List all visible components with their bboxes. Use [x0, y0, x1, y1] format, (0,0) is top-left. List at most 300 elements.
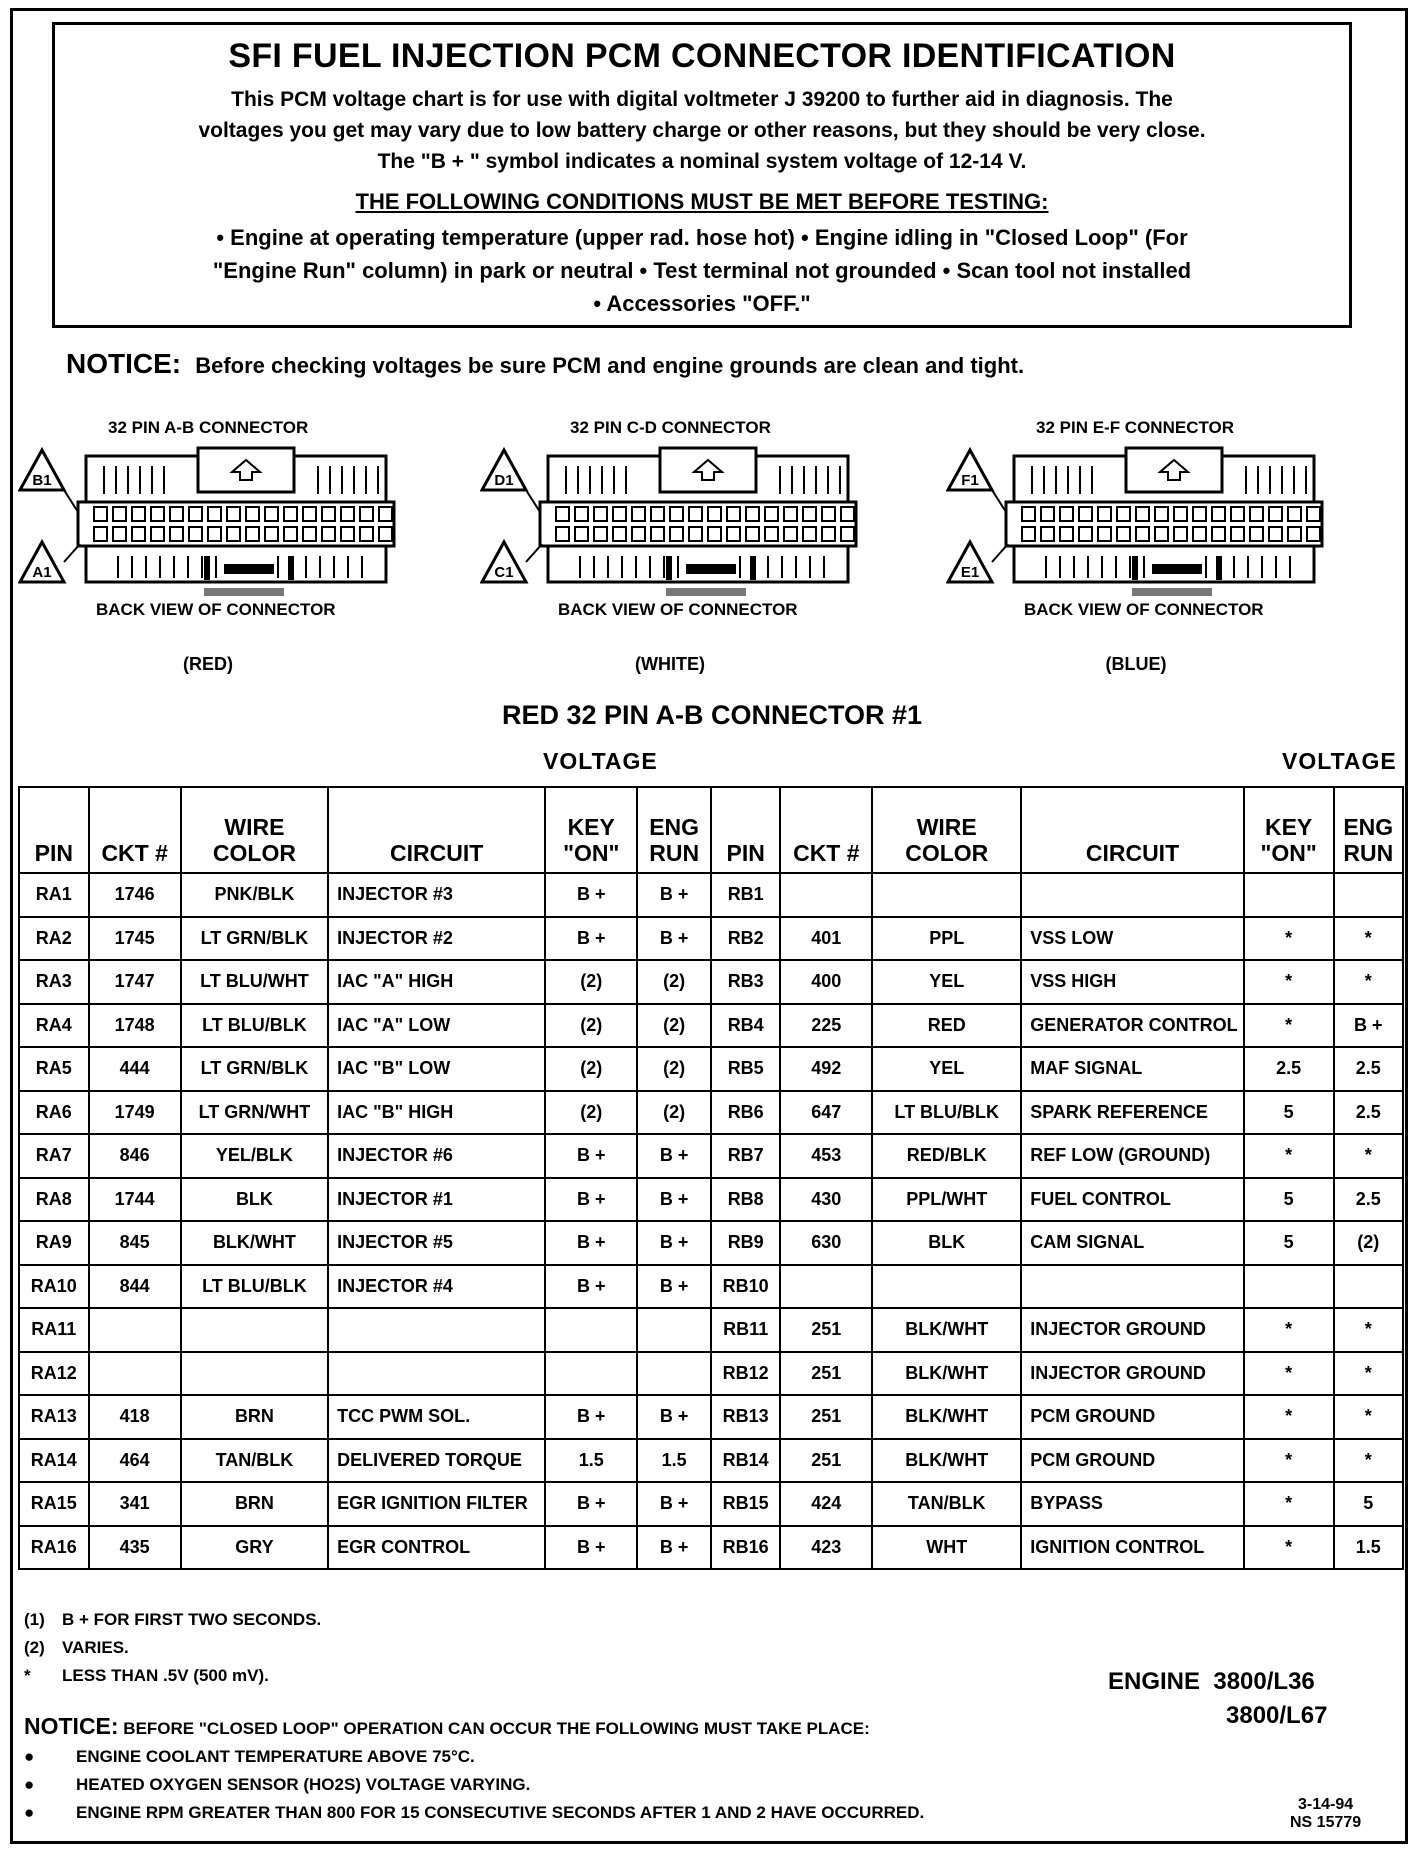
wire-color-cell: WHT	[872, 1526, 1021, 1570]
col-wire: WIRE COLOR	[872, 787, 1021, 873]
key-on-cell	[1244, 1265, 1334, 1309]
eng-run-cell: 5	[1334, 1482, 1403, 1526]
ckt-cell: 401	[780, 917, 872, 961]
ckt-cell: 1745	[89, 917, 181, 961]
circuit-cell: DELIVERED TORQUE	[328, 1439, 545, 1483]
connector-label: 32 PIN E-F CONNECTOR	[1036, 418, 1235, 437]
wire-color-cell: LT GRN/BLK	[181, 917, 328, 961]
wire-color-cell: RED/BLK	[872, 1134, 1021, 1178]
ckt-cell: 845	[89, 1221, 181, 1265]
table-row	[711, 1395, 1403, 1439]
ckt-cell: 647	[780, 1091, 872, 1135]
table-row	[19, 1352, 711, 1396]
table-row	[711, 1047, 1403, 1091]
pin-cell: RB7	[711, 1134, 780, 1178]
circuit-cell: IAC "B" HIGH	[328, 1091, 545, 1135]
table-row	[711, 1352, 1403, 1396]
circuit-cell: VSS LOW	[1021, 917, 1244, 961]
connector-drawing	[480, 432, 860, 602]
eng-run-cell: *	[1334, 1352, 1403, 1396]
key-on-cell: 5	[1244, 1221, 1334, 1265]
ckt-cell: 444	[89, 1047, 181, 1091]
circuit-cell: IAC "A" HIGH	[328, 960, 545, 1004]
wire-color-cell: RED	[872, 1004, 1021, 1048]
eng-run-cell: B +	[637, 1526, 711, 1570]
notice-top	[66, 348, 1024, 380]
key-on-cell: *	[1244, 960, 1334, 1004]
eng-run-cell: B +	[637, 1178, 711, 1222]
key-on-cell: 5	[1244, 1091, 1334, 1135]
pin-cell: RA3	[19, 960, 89, 1004]
connector-drawing	[946, 432, 1326, 602]
key-on-cell: (2)	[545, 960, 637, 1004]
eng-run-cell: (2)	[637, 960, 711, 1004]
ckt-cell: 400	[780, 960, 872, 1004]
pin-cell: RB15	[711, 1482, 780, 1526]
wire-color-cell: PNK/BLK	[181, 873, 328, 917]
circuit-cell: PCM GROUND	[1021, 1439, 1244, 1483]
key-on-cell: B +	[545, 1482, 637, 1526]
pin-cell: RA4	[19, 1004, 89, 1048]
table-row	[19, 1526, 711, 1570]
circuit-cell: INJECTOR #4	[328, 1265, 545, 1309]
eng-run-cell: B +	[637, 1482, 711, 1526]
footnote-text: VARIES.	[62, 1638, 129, 1657]
pin-cell: RA2	[19, 917, 89, 961]
wire-color-cell: BLK	[181, 1178, 328, 1222]
notice-item: ● ENGINE COOLANT TEMPERATURE ABOVE 75°C.	[24, 1747, 475, 1766]
ckt-cell: 1748	[89, 1004, 181, 1048]
table-row	[711, 1308, 1403, 1352]
notice-text: Before checking voltages be sure PCM and engine grounds are clean and tight.	[195, 353, 1025, 378]
ckt-cell	[780, 1265, 872, 1309]
key-on-cell: *	[1244, 1482, 1334, 1526]
footnote-text: LESS THAN .5V (500 mV).	[62, 1666, 269, 1685]
col-wire: WIRE COLOR	[181, 787, 328, 873]
key-on-cell: *	[1244, 1004, 1334, 1048]
eng-run-cell: 1.5	[1334, 1526, 1403, 1570]
wire-color-cell: YEL	[872, 1047, 1021, 1091]
ckt-cell: 844	[89, 1265, 181, 1309]
engine-code: 3800/L67	[1226, 1702, 1328, 1729]
col-run: ENG RUN	[637, 787, 711, 873]
pin-cell: RB6	[711, 1091, 780, 1135]
table-row	[19, 1047, 711, 1091]
table-row	[19, 1439, 711, 1483]
eng-run-cell: 2.5	[1334, 1047, 1403, 1091]
intro-line: This PCM voltage chart is for use with digital voltmeter J 39200 to further aid in diagnosis. The	[231, 88, 1173, 111]
key-on-cell: 5	[1244, 1178, 1334, 1222]
back-view-label: BACK VIEW OF CONNECTOR	[1024, 600, 1264, 619]
engine-block	[1108, 1665, 1327, 1733]
pin-cell: RB2	[711, 917, 780, 961]
connector-color: (WHITE)	[635, 654, 705, 674]
key-on-cell: B +	[545, 1395, 637, 1439]
voltage-label-right: VOLTAGE	[1282, 748, 1397, 774]
table-row	[19, 873, 711, 917]
table-row	[19, 1134, 711, 1178]
stamp-date: 3-14-94	[1298, 1796, 1354, 1813]
circuit-cell: INJECTOR #6	[328, 1134, 545, 1178]
document-title: SFI FUEL INJECTION PCM CONNECTOR IDENTIFICATION	[228, 37, 1176, 75]
table-row	[711, 960, 1403, 1004]
pin-cell: RA8	[19, 1178, 89, 1222]
ckt-cell: 341	[89, 1482, 181, 1526]
pin-cell: RB16	[711, 1526, 780, 1570]
pin-cell: RB9	[711, 1221, 780, 1265]
engine-code: 3800/L36	[1213, 1668, 1315, 1695]
ckt-cell: 225	[780, 1004, 872, 1048]
notice-item-text: ENGINE RPM GREATER THAN 800 FOR 15 CONSECUTIVE SECONDS AFTER 1 AND 2 HAVE OCCURRED.	[76, 1803, 925, 1822]
pin-marker-bottom: E1	[960, 564, 980, 581]
pin-cell: RB3	[711, 960, 780, 1004]
wire-color-cell: PPL/WHT	[872, 1178, 1021, 1222]
circuit-cell	[1021, 873, 1244, 917]
circuit-cell: INJECTOR GROUND	[1021, 1308, 1244, 1352]
wire-color-cell	[181, 1308, 328, 1352]
table-row	[19, 1482, 711, 1526]
pin-cell: RA6	[19, 1091, 89, 1135]
wire-color-cell: TAN/BLK	[181, 1439, 328, 1483]
document-stamp	[1290, 1796, 1361, 1832]
key-on-cell: (2)	[545, 1004, 637, 1048]
ckt-cell: 453	[780, 1134, 872, 1178]
wire-color-cell	[872, 1265, 1021, 1309]
condition-line: • Engine at operating temperature (upper rad. hose hot) • Engine idling in "Closed Loop" (For	[216, 225, 1188, 250]
notice-label: NOTICE:	[24, 1713, 119, 1739]
notice-item: ● HEATED OXYGEN SENSOR (HO2S) VOLTAGE VARYING.	[24, 1775, 531, 1794]
circuit-cell: INJECTOR #5	[328, 1221, 545, 1265]
pin-marker-bottom: C1	[494, 564, 514, 581]
wire-color-cell: LT BLU/BLK	[181, 1004, 328, 1048]
key-on-cell: 1.5	[545, 1439, 637, 1483]
connector-drawing	[18, 432, 398, 602]
key-on-cell: B +	[545, 1221, 637, 1265]
table-row	[19, 1221, 711, 1265]
wire-color-cell	[872, 873, 1021, 917]
eng-run-cell: (2)	[1334, 1221, 1403, 1265]
notice-label: NOTICE:	[66, 348, 182, 379]
back-view-label: BACK VIEW OF CONNECTOR	[96, 600, 336, 619]
notice-item-text: HEATED OXYGEN SENSOR (HO2S) VOLTAGE VARYING.	[76, 1775, 531, 1794]
ckt-cell: 418	[89, 1395, 181, 1439]
col-pin: PIN	[711, 787, 780, 873]
footnote-mark: (1)	[24, 1610, 45, 1629]
eng-run-cell: (2)	[637, 1091, 711, 1135]
wire-color-cell: BLK/WHT	[872, 1308, 1021, 1352]
pin-cell: RA12	[19, 1352, 89, 1396]
key-on-cell: *	[1244, 1526, 1334, 1570]
circuit-cell: INJECTOR #2	[328, 917, 545, 961]
wire-color-cell: LT BLU/BLK	[181, 1265, 328, 1309]
key-on-cell: *	[1244, 1352, 1334, 1396]
table-row	[711, 1091, 1403, 1135]
circuit-cell: SPARK REFERENCE	[1021, 1091, 1244, 1135]
pin-cell: RA1	[19, 873, 89, 917]
table-row	[19, 1308, 711, 1352]
col-circuit: CIRCUIT	[328, 787, 545, 873]
eng-run-cell: 1.5	[637, 1439, 711, 1483]
col-key: KEY "ON"	[545, 787, 637, 873]
circuit-cell: GENERATOR CONTROL	[1021, 1004, 1244, 1048]
circuit-cell: INJECTOR GROUND	[1021, 1352, 1244, 1396]
table-row	[19, 1395, 711, 1439]
notice-bottom	[24, 1712, 924, 1827]
eng-run-cell: B +	[637, 1395, 711, 1439]
table-row	[19, 1265, 711, 1309]
notice-item: ● ENGINE RPM GREATER THAN 800 FOR 15 CONSECUTIVE SECONDS AFTER 1 AND 2 HAVE OCCURRED.	[24, 1803, 925, 1822]
footnote	[24, 1662, 321, 1690]
key-on-cell	[1244, 873, 1334, 917]
pin-cell: RA15	[19, 1482, 89, 1526]
key-on-cell: B +	[545, 1265, 637, 1309]
connector-color: (RED)	[183, 654, 233, 674]
circuit-cell: INJECTOR #1	[328, 1178, 545, 1222]
table-row	[711, 1265, 1403, 1309]
wire-color-cell: BLK	[872, 1221, 1021, 1265]
eng-run-cell: B +	[637, 1265, 711, 1309]
ckt-cell	[89, 1308, 181, 1352]
col-pin: PIN	[19, 787, 89, 873]
intro-line: voltages you get may vary due to low battery charge or other reasons, but they should be very close.	[198, 119, 1206, 142]
circuit-cell: INJECTOR #3	[328, 873, 545, 917]
pin-cell: RB8	[711, 1178, 780, 1222]
table-row	[711, 1482, 1403, 1526]
circuit-cell	[1021, 1265, 1244, 1309]
circuit-cell: MAF SIGNAL	[1021, 1047, 1244, 1091]
circuit-cell: VSS HIGH	[1021, 960, 1244, 1004]
wire-color-cell: TAN/BLK	[872, 1482, 1021, 1526]
table-row	[19, 917, 711, 961]
circuit-cell: PCM GROUND	[1021, 1395, 1244, 1439]
circuit-cell: EGR CONTROL	[328, 1526, 545, 1570]
table-row	[711, 1134, 1403, 1178]
key-on-cell: (2)	[545, 1047, 637, 1091]
eng-run-cell	[1334, 1265, 1403, 1309]
circuit-cell: FUEL CONTROL	[1021, 1178, 1244, 1222]
table-row	[19, 1004, 711, 1048]
wire-color-cell: BLK/WHT	[872, 1352, 1021, 1396]
key-on-cell: B +	[545, 1134, 637, 1178]
ckt-cell: 435	[89, 1526, 181, 1570]
eng-run-cell: *	[1334, 917, 1403, 961]
eng-run-cell: (2)	[637, 1047, 711, 1091]
wire-color-cell: YEL/BLK	[181, 1134, 328, 1178]
eng-run-cell	[637, 1352, 711, 1396]
engine-label: ENGINE	[1108, 1668, 1201, 1695]
key-on-cell: 2.5	[1244, 1047, 1334, 1091]
circuit-cell: BYPASS	[1021, 1482, 1244, 1526]
wire-color-cell: BRN	[181, 1482, 328, 1526]
col-ckt: CKT #	[89, 787, 181, 873]
eng-run-cell	[1334, 873, 1403, 917]
ckt-cell: 251	[780, 1308, 872, 1352]
table-row	[711, 1526, 1403, 1570]
key-on-cell: (2)	[545, 1091, 637, 1135]
key-on-cell: B +	[545, 1178, 637, 1222]
eng-run-cell: 2.5	[1334, 1178, 1403, 1222]
circuit-cell: CAM SIGNAL	[1021, 1221, 1244, 1265]
wire-color-cell: YEL	[872, 960, 1021, 1004]
circuit-cell: TCC PWM SOL.	[328, 1395, 545, 1439]
ckt-cell: 1744	[89, 1178, 181, 1222]
table-row	[711, 1221, 1403, 1265]
wire-color-cell: BRN	[181, 1395, 328, 1439]
ckt-cell: 424	[780, 1482, 872, 1526]
pin-cell: RA10	[19, 1265, 89, 1309]
pin-cell: RB5	[711, 1047, 780, 1091]
pin-marker-top: B1	[32, 472, 52, 489]
col-key: KEY "ON"	[1244, 787, 1334, 873]
col-run: ENG RUN	[1334, 787, 1403, 873]
wire-color-cell	[181, 1352, 328, 1396]
pin-cell: RA5	[19, 1047, 89, 1091]
footnote-text: B + FOR FIRST TWO SECONDS.	[62, 1610, 322, 1629]
conditions-list	[95, 221, 1309, 320]
intro-text	[85, 84, 1319, 177]
wire-color-cell: BLK/WHT	[181, 1221, 328, 1265]
eng-run-cell	[637, 1308, 711, 1352]
circuit-cell	[328, 1308, 545, 1352]
key-on-cell: B +	[545, 1526, 637, 1570]
table-row	[711, 1178, 1403, 1222]
connector-diagram	[946, 418, 1326, 678]
wire-color-cell: LT BLU/WHT	[181, 960, 328, 1004]
ckt-cell: 1747	[89, 960, 181, 1004]
wire-color-cell: PPL	[872, 917, 1021, 961]
connector-diagram	[480, 418, 860, 678]
eng-run-cell: B +	[637, 1134, 711, 1178]
ckt-cell	[89, 1352, 181, 1396]
key-on-cell: B +	[545, 873, 637, 917]
wire-color-cell: LT BLU/BLK	[872, 1091, 1021, 1135]
key-on-cell: *	[1244, 1439, 1334, 1483]
voltage-label-left: VOLTAGE	[543, 748, 658, 774]
stamp-code: NS 15779	[1290, 1814, 1362, 1831]
eng-run-cell: B +	[637, 917, 711, 961]
ckt-cell: 430	[780, 1178, 872, 1222]
pin-cell: RB13	[711, 1395, 780, 1439]
table-row	[19, 1178, 711, 1222]
connector-diagram	[18, 418, 398, 678]
pin-marker-bottom: A1	[32, 564, 52, 581]
ckt-cell: 846	[89, 1134, 181, 1178]
key-on-cell: *	[1244, 917, 1334, 961]
eng-run-cell: *	[1334, 960, 1403, 1004]
footnote	[24, 1634, 321, 1662]
wire-color-cell: GRY	[181, 1526, 328, 1570]
pin-cell: RB4	[711, 1004, 780, 1048]
notice-text: BEFORE "CLOSED LOOP" OPERATION CAN OCCUR THE FOLLOWING MUST TAKE PLACE:	[123, 1719, 870, 1738]
key-on-cell: B +	[545, 917, 637, 961]
ckt-cell: 251	[780, 1439, 872, 1483]
key-on-cell: *	[1244, 1308, 1334, 1352]
connector-label: 32 PIN A-B CONNECTOR	[108, 418, 309, 437]
eng-run-cell: B +	[637, 873, 711, 917]
pin-cell: RB1	[711, 873, 780, 917]
table-row	[711, 1439, 1403, 1483]
circuit-cell: IAC "B" LOW	[328, 1047, 545, 1091]
pin-table-a	[18, 786, 712, 1570]
footnote	[24, 1606, 321, 1634]
back-view-label: BACK VIEW OF CONNECTOR	[558, 600, 798, 619]
footnote-mark: (2)	[24, 1638, 45, 1657]
conditions-title: THE FOLLOWING CONDITIONS MUST BE MET BEFORE TESTING:	[355, 189, 1049, 214]
key-on-cell: *	[1244, 1134, 1334, 1178]
connector-label: 32 PIN C-D CONNECTOR	[570, 418, 771, 437]
col-circuit: CIRCUIT	[1021, 787, 1244, 873]
table-row	[711, 1004, 1403, 1048]
footnotes	[24, 1606, 321, 1690]
ckt-cell: 251	[780, 1395, 872, 1439]
header-box	[52, 22, 1352, 328]
pin-cell: RA7	[19, 1134, 89, 1178]
circuit-cell: IAC "A" LOW	[328, 1004, 545, 1048]
intro-line: The "B + " symbol indicates a nominal system voltage of 12-14 V.	[377, 150, 1027, 173]
pin-cell: RA16	[19, 1526, 89, 1570]
circuit-cell	[328, 1352, 545, 1396]
pin-cell: RB12	[711, 1352, 780, 1396]
pin-cell: RB14	[711, 1439, 780, 1483]
circuit-cell: IGNITION CONTROL	[1021, 1526, 1244, 1570]
table-row	[711, 873, 1403, 917]
table-title: RED 32 PIN A-B CONNECTOR #1	[501, 700, 923, 730]
pin-cell: RA9	[19, 1221, 89, 1265]
pin-marker-top: D1	[494, 472, 514, 489]
ckt-cell: 423	[780, 1526, 872, 1570]
ckt-cell: 492	[780, 1047, 872, 1091]
notice-item-text: ENGINE COOLANT TEMPERATURE ABOVE 75°C.	[76, 1747, 475, 1766]
condition-line: • Accessories "OFF."	[593, 291, 811, 316]
eng-run-cell: *	[1334, 1308, 1403, 1352]
pin-cell: RB10	[711, 1265, 780, 1309]
ckt-cell	[780, 873, 872, 917]
wire-color-cell: LT GRN/BLK	[181, 1047, 328, 1091]
pin-marker-top: F1	[961, 472, 979, 489]
pin-cell: RA13	[19, 1395, 89, 1439]
footnote-mark: *	[24, 1666, 31, 1685]
eng-run-cell: *	[1334, 1134, 1403, 1178]
table-row	[711, 917, 1403, 961]
ckt-cell: 1749	[89, 1091, 181, 1135]
eng-run-cell: *	[1334, 1395, 1403, 1439]
eng-run-cell: B +	[637, 1221, 711, 1265]
eng-run-cell: B +	[1334, 1004, 1403, 1048]
eng-run-cell: (2)	[637, 1004, 711, 1048]
circuit-cell: REF LOW (GROUND)	[1021, 1134, 1244, 1178]
ckt-cell: 251	[780, 1352, 872, 1396]
ckt-cell: 630	[780, 1221, 872, 1265]
circuit-cell: EGR IGNITION FILTER	[328, 1482, 545, 1526]
pin-table-b	[710, 786, 1404, 1570]
wire-color-cell: BLK/WHT	[872, 1395, 1021, 1439]
key-on-cell	[545, 1352, 637, 1396]
wire-color-cell: BLK/WHT	[872, 1439, 1021, 1483]
connector-color: (BLUE)	[1105, 654, 1167, 674]
ckt-cell: 464	[89, 1439, 181, 1483]
key-on-cell: *	[1244, 1395, 1334, 1439]
table-row	[19, 1091, 711, 1135]
key-on-cell	[545, 1308, 637, 1352]
col-ckt: CKT #	[780, 787, 872, 873]
pin-cell: RA11	[19, 1308, 89, 1352]
pin-cell: RA14	[19, 1439, 89, 1483]
pin-cell: RB11	[711, 1308, 780, 1352]
eng-run-cell: *	[1334, 1439, 1403, 1483]
condition-line: "Engine Run" column) in park or neutral • Test terminal not grounded • Scan tool not installed	[212, 258, 1192, 283]
table-row	[19, 960, 711, 1004]
wire-color-cell: LT GRN/WHT	[181, 1091, 328, 1135]
